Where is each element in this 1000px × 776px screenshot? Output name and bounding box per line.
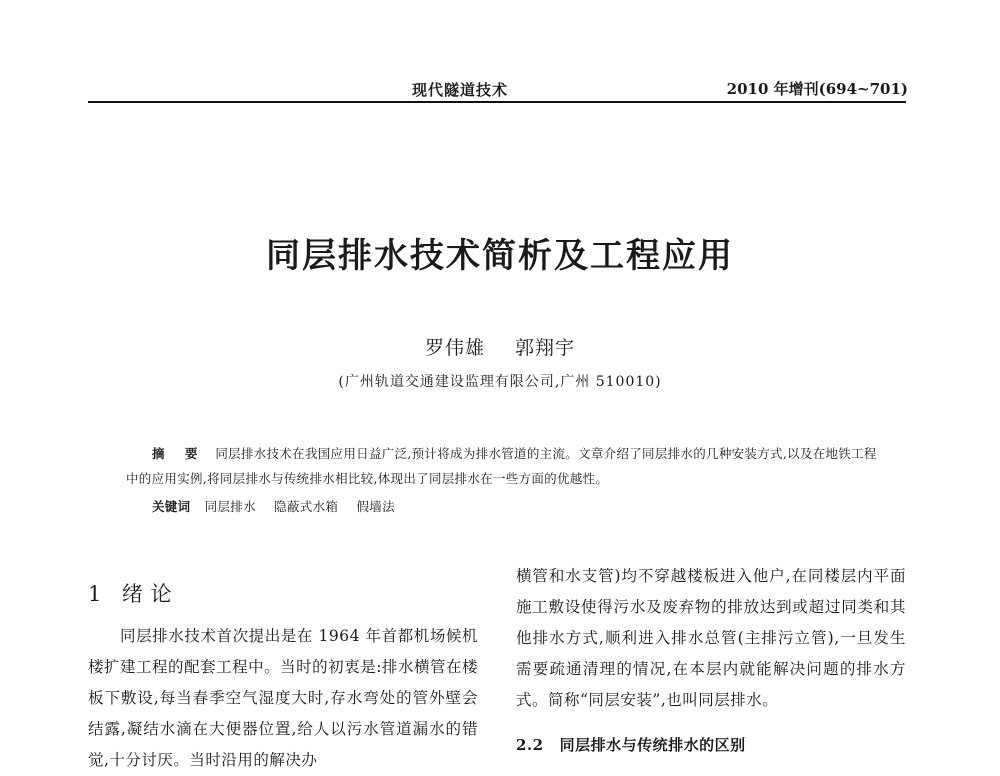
abstract-label: 摘 要: [152, 446, 206, 461]
authors: [0, 333, 1000, 360]
section-number: 1: [88, 582, 102, 606]
keyword: 同层排水: [204, 499, 256, 514]
subsection-number: 2.2: [516, 736, 544, 754]
author-1: 罗伟雄: [424, 337, 485, 359]
paper-title: 同层排水技术简析及工程应用: [266, 236, 734, 276]
body-paragraph-continued: 横管和水支管)均不穿越楼板进入他户,在同楼层内平面施工敷设使得污水及废弃物的排放达到或超过同类和其他排水方式,顺利进入排水总管(主排污立管),一旦发生需要疏通清理的情况,在本层内就能解决问题的排水方式。简称“同层安装”,也叫同层排水。: [516, 567, 906, 709]
abstract: [126, 441, 878, 491]
keyword: 假墙法: [356, 499, 395, 514]
affiliation: (广州轨道交通建设监理有限公司,广州 510010): [338, 374, 662, 390]
header-rule: [88, 101, 906, 103]
issue-info: 2010 年增刊(694~701): [726, 80, 908, 98]
journal-name: 现代隧道技术: [412, 81, 509, 99]
keywords-label: 关键词: [152, 499, 191, 514]
subsection-heading: [516, 730, 906, 761]
keyword: 隐蔽式水箱: [274, 499, 339, 514]
author-2: 郭翔宇: [515, 337, 576, 359]
body-paragraph: 同层排水技术首次提出是在 1964 年首都机场候机楼扩建工程的配套工程中。当时的初衷是:排水横管在楼板下敷设,每当春季空气湿度大时,存水弯处的管外壁会结露,凝结水滴在大便器位置,给人以污水管道漏水的错觉,十分讨厌。当时沿用的解决办: [88, 627, 478, 769]
right-column: [516, 561, 906, 761]
section-heading: [88, 577, 478, 611]
left-column: [88, 577, 478, 776]
subsection-title: 同层排水与传统排水的区别: [559, 736, 746, 754]
section-title: 绪 论: [121, 582, 173, 606]
keywords: [152, 497, 409, 515]
abstract-text: 同层排水技术在我国应用日益广泛,预计将成为排水管道的主流。文章介绍了同层排水的几种安装方式,以及在地铁工程中的应用实例,将同层排水与传统排水相比较,体现出了同层排水在一些方面的优越性。: [126, 446, 877, 486]
